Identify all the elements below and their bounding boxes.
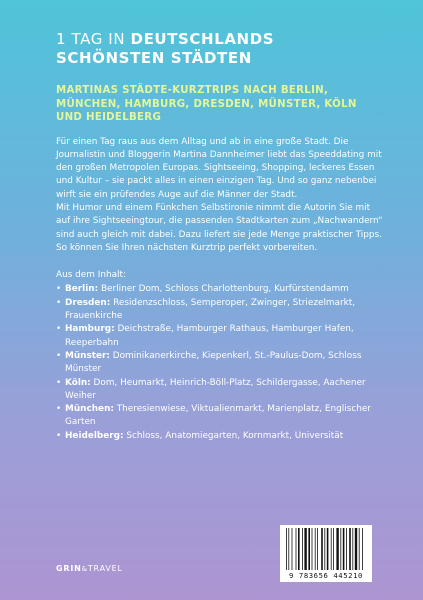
title-line2-bold: SCHÖNSTEN STÄDTEN [56, 49, 252, 67]
contents-heading: Aus dem Inhalt: [56, 270, 126, 281]
intro-paragraph-2: Mit Humor und einem Fünkchen Selbstironie nimmt die Autorin Sie mit auf ihre Sightseeingtour, die passenden Stadtkarten zum „Nachwandern“ sind auch gleich mit dabei. Dazu liefert sie jede Menge praktischer Tipps. So können Sie Ihren nächsten Kurztrip perfekt vorbereiten. [56, 202, 383, 253]
isbn-barcode [280, 525, 372, 582]
publisher-amp: & [81, 565, 88, 573]
barcode-icon [284, 528, 368, 570]
bullet-icon: • [56, 404, 62, 415]
city-highlights: Schloss, Anatomiegarten, Kornmarkt, Universität [123, 430, 344, 441]
intro-text [56, 136, 383, 256]
title-line1-light: 1 TAG IN [56, 30, 131, 48]
bullet-icon: • [56, 324, 62, 335]
city-name: München: [65, 404, 114, 415]
book-subtitle: MARTINAS STÄDTE-KURZTRIPS NACH BERLIN, MÜNCHEN, HAMBURG, DRESDEN, MÜNSTER, KÖLN UND HEIDELBERG [56, 85, 357, 123]
list-item [56, 283, 383, 296]
intro-paragraph-1: Für einen Tag raus aus dem Alltag und ab in eine große Stadt. Die Journalistin und Bloggerin Martina Dannheimer liebt das Speeddating mit den großen Metropolen Europas. Sightseeing, Shopping, leckeres Essen und Kultur – sie packt alles in einen einzigen Tag. Und so ganz nebenbei wirft sie ein prüfendes Auge auf die Männer der Stadt. [56, 136, 382, 200]
bullet-icon: • [56, 430, 62, 441]
bullet-icon: • [56, 297, 62, 308]
publisher-logo [56, 564, 123, 573]
city-highlights: Dominikanerkirche, Kiepenkerl, St.-Paulus-Dom, Schloss Münster [65, 350, 362, 375]
city-name: Berlin: [65, 284, 99, 295]
city-highlights: Dom, Heumarkt, Heinrich-Böll-Platz, Schildergasse, Aachener Weiher [65, 377, 366, 401]
bullet-icon: • [56, 284, 62, 295]
city-highlights: Deichstraße, Hamburger Rathaus, Hamburger Hafen, Reeperbahn [65, 324, 354, 348]
isbn-number: 9 783656 445210 [289, 571, 363, 580]
bullet-icon: • [56, 377, 62, 388]
list-item [56, 323, 383, 350]
title-line1-bold: DEUTSCHLANDS [130, 30, 275, 48]
city-name: Dresden: [65, 297, 111, 308]
city-highlights: Theresienwiese, Viktualienmarkt, Marienplatz, Englischer Garten [65, 404, 371, 428]
city-highlights: Residenzschloss, Semperoper, Zwinger, Striezelmarkt, Frauenkirche [65, 297, 356, 322]
list-item [56, 350, 383, 377]
city-name: Münster: [65, 350, 110, 361]
list-item [56, 430, 383, 443]
list-item [56, 403, 383, 430]
publisher-grin: GRIN [56, 564, 82, 573]
city-highlights: Berliner Dom, Schloss Charlottenburg, Kurfürstendamm [98, 284, 349, 295]
contents-list [56, 283, 383, 443]
publisher-travel: TRAVEL [87, 564, 123, 573]
city-name: Heidelberg: [65, 430, 124, 441]
bullet-icon: • [56, 350, 62, 361]
book-title [56, 30, 383, 68]
list-item [56, 377, 383, 404]
list-item [56, 297, 383, 324]
city-name: Hamburg: [65, 324, 115, 335]
city-name: Köln: [65, 377, 91, 388]
